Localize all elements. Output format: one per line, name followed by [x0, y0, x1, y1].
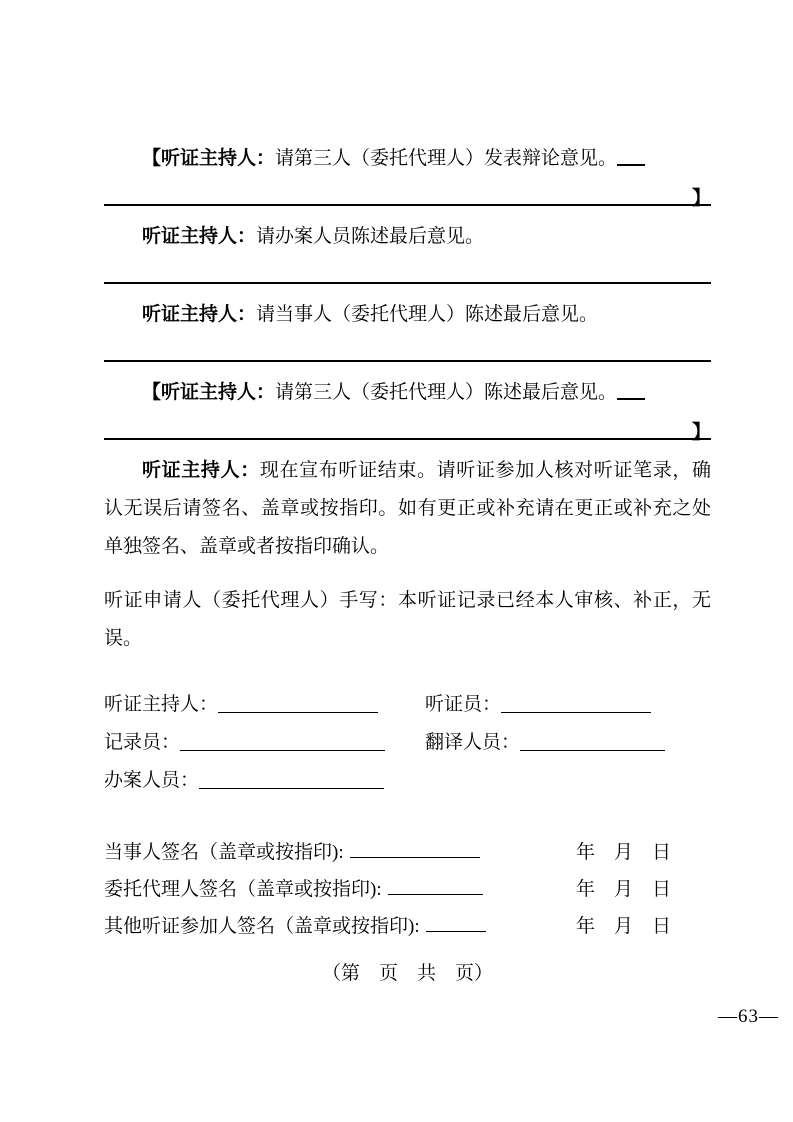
recorder-signature-field [104, 724, 425, 762]
paragraph-text: 听证申请人（委托代理人）手写：本听证记录已经本人审核、补正，无误。 [104, 590, 711, 649]
case-handler-label: 办案人员： [104, 770, 200, 791]
blank-underline [617, 381, 645, 400]
case-handler-signature-field [104, 770, 384, 791]
signature-row-party [104, 834, 711, 871]
translator-signature-field [425, 732, 665, 753]
other-sign-label: 其他听证参加人签名（盖章或按指印): [104, 916, 420, 937]
paragraph-debate-third-party [104, 140, 711, 178]
case-handler-blank-line [199, 770, 384, 789]
paragraph-final-case-handler [104, 218, 711, 256]
block-final-case-handler [104, 218, 711, 284]
closing-bracket: 】 [691, 188, 711, 209]
closing-bracket: 】 [691, 422, 711, 443]
signature-row-recorder-translator [104, 724, 711, 762]
hearing-officer-blank-line [501, 694, 651, 713]
paragraph-text: 请当事人（委托代理人）陈述最后意见。 [256, 304, 599, 325]
agent-sign-blank-line [388, 876, 483, 895]
other-sign-blank-line [426, 913, 486, 932]
date-label: 年 月 日 [575, 916, 671, 937]
answer-blank-line [104, 412, 711, 443]
speaker-label: 【听证主持人： [142, 148, 276, 169]
translator-label: 翻译人员： [425, 732, 521, 753]
officials-signature-section [104, 686, 711, 800]
signature-row-case-handler [104, 762, 711, 800]
answer-blank-line [104, 256, 711, 284]
host-label: 听证主持人： [104, 694, 219, 715]
paragraph-handwritten-confirmation [104, 582, 711, 658]
block-final-party [104, 296, 711, 362]
recorder-label: 记录员： [104, 732, 181, 753]
footer-pagination: （第 页 共 页） [321, 963, 493, 984]
block-debate-third-party [104, 140, 711, 209]
paragraph-text: 请办案人员陈述最后意见。 [256, 226, 485, 247]
recorder-blank-line [180, 732, 385, 751]
host-signature-field [104, 686, 425, 724]
paragraph-final-party [104, 296, 711, 334]
answer-blank-line [104, 178, 711, 209]
date-label: 年 月 日 [575, 842, 671, 863]
party-sign-label: 当事人签名（盖章或按指印): [104, 842, 344, 863]
paragraph-text: 请第三人（委托代理人）发表辩论意见。 [275, 148, 618, 169]
speaker-label: 听证主持人： [142, 304, 257, 325]
page-number: —63— [718, 1006, 779, 1027]
block-final-third-party [104, 374, 711, 443]
signature-row-agent [104, 871, 711, 908]
date-label: 年 月 日 [575, 879, 671, 900]
speaker-label: 听证主持人： [142, 226, 257, 247]
blank-underline [617, 147, 645, 166]
hearing-officer-signature-field [425, 694, 651, 715]
hearing-officer-label: 听证员： [425, 694, 502, 715]
host-blank-line [218, 694, 378, 713]
agent-sign-label: 委托代理人签名（盖章或按指印): [104, 879, 382, 900]
paragraph-text: 请第三人（委托代理人）陈述最后意见。 [275, 382, 618, 403]
speaker-label: 听证主持人： [142, 460, 260, 481]
signature-row-other-participants [104, 908, 711, 945]
speaker-label: 【听证主持人： [142, 382, 276, 403]
paragraph-closing-announcement [104, 452, 711, 566]
signature-row-host-officer [104, 686, 711, 724]
paragraph-text: 现在宣布听证结束。请听证参加人核对听证笔录，确认无误后请签名、盖章或按指印。如有更正或补充请在更正或补充之处单独签名、盖章或者按指印确认。 [104, 460, 711, 557]
translator-blank-line [520, 732, 665, 751]
answer-blank-line [104, 334, 711, 362]
participants-signature-section [104, 834, 711, 945]
party-sign-blank-line [350, 839, 480, 858]
paragraph-final-third-party [104, 374, 711, 412]
